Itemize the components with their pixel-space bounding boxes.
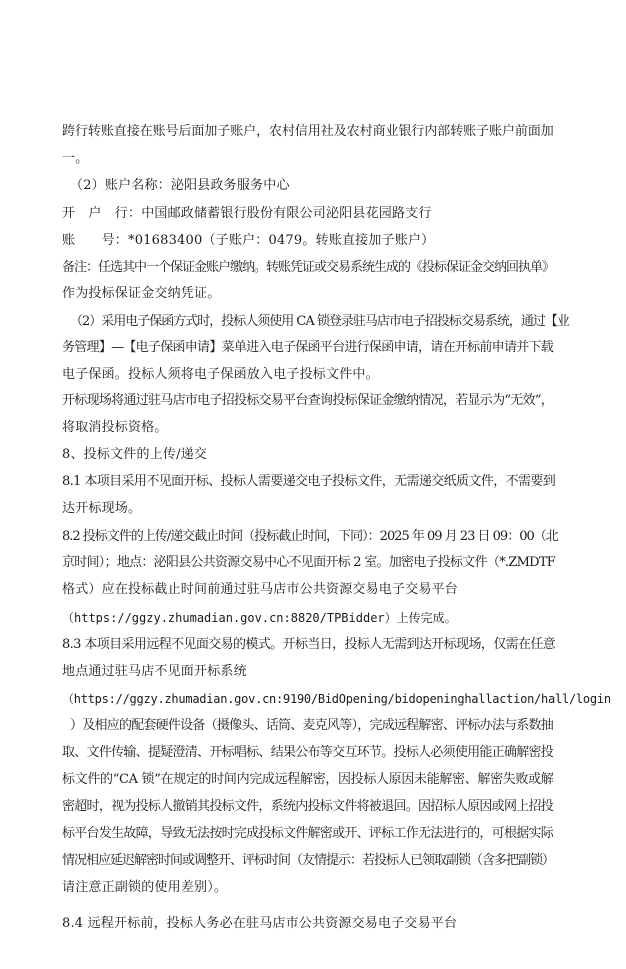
text-line: 京时间）；地点：泌阳县公共资源交易中心不见面开标 2 室。加密电子投标文件（*.ZMDTF (62, 555, 556, 570)
text-line: （https://ggzy.zhumadian.gov.cn:9190/BidOpening/bidopeninghallaction/hall/login (62, 692, 611, 706)
text-line: 跨行转账直接在账号后面加子账户，农村信用社及农村商业银行内部转账子账户前面加 (62, 124, 554, 139)
text-line: 8、投标文件的上传/递交 (62, 447, 208, 462)
text-line: 一。 (62, 151, 89, 166)
text-line: 作为投标保证金交纳凭证。 (62, 286, 221, 301)
text-line: 情况相应延迟解密时间或调整开、评标时间（友情提示：若投标人已领取副锁（含多把副锁） (62, 853, 555, 868)
text-line: 请注意正副锁的使用差别）。 (62, 880, 228, 895)
text-line: 8.4 远程开标前，投标人务必在驻马店市公共资源交易电子交易平台 (62, 916, 458, 931)
text-line: 达开标现场。 (62, 501, 142, 516)
text-line: （2）采用电子保函方式时，投标人须使用 CA 锁登录驻马店市电子招投标交易系统，通过【业 (70, 314, 569, 329)
text-line: 将取消投标资格。 (62, 420, 168, 435)
text-line: 标文件的“CA 锁”在规定的时间内完成远程解密，因投标人原因未能解密、解密失败或解 (62, 772, 554, 787)
text-line: ）及相应的配套硬件设备（摄像头、话筒、麦克风等），完成远程解密、评标办法与系数抽 (70, 718, 554, 733)
text-line: 账 号：*01683400（子账户：0479。转账直接加子账户） (62, 233, 435, 248)
text-line: （2）账户名称：泌阳县政务服务中心 (70, 178, 290, 193)
text-line: 标平台发生故障，导致无法按时完成投标文件解密或开、评标工作无法进行的，可根据实际 (62, 826, 554, 841)
text-line: 8.3 本项目采用远程不见面交易的模式。开标当日，投标人无需到达开标现场，仅需在任意 (62, 637, 556, 652)
text-line: 电子保函。投标人须将电子保函放入电子投标文件中。 (62, 367, 379, 382)
text-line: 开标现场将通过驻马店市电子招投标交易平台查询投标保证金缴纳情况，若显示为“无效”， (62, 393, 554, 408)
text-line: 8.2 投标文件的上传/递交截止时间（投标截止时间，下同）：2025 年 09 月 23 日 09：00（北 (62, 529, 558, 544)
text-line: 格式）应在投标截止时间前通过驻马店市公共资源交易电子交易平台 (62, 582, 459, 597)
text-line: 开 户 行：中国邮政储蓄银行股份有限公司泌阳县花园路支行 (62, 206, 432, 221)
text-line: 地点通过驻马店不见面开标系统 (62, 664, 247, 679)
text-line: 8.1 本项目采用不见面开标、投标人需要递交电子投标文件，无需递交纸质文件，不需要到 (62, 474, 556, 489)
text-line: （https://ggzy.zhumadian.gov.cn:8820/TPBidder）上传完成。 (62, 611, 457, 625)
text-line: 取、文件传输、提疑澄清、开标唱标、结果公布等交互环节。投标人必须使用能正确解密投 (62, 745, 554, 760)
text-line: 备注：任选其中一个保证金账户缴纳。转账凭证或交易系统生成的《投标保证金交纳回执单》 (62, 260, 555, 275)
text-line: 密超时，视为投标人撤销其投标文件，系统内投标文件将被退回。因招标人原因或网上招投 (62, 799, 554, 814)
text-line: 务管理】—【电子保函申请】菜单进入电子保函平台进行保函申请，请在开标前申请并下载 (62, 340, 554, 355)
